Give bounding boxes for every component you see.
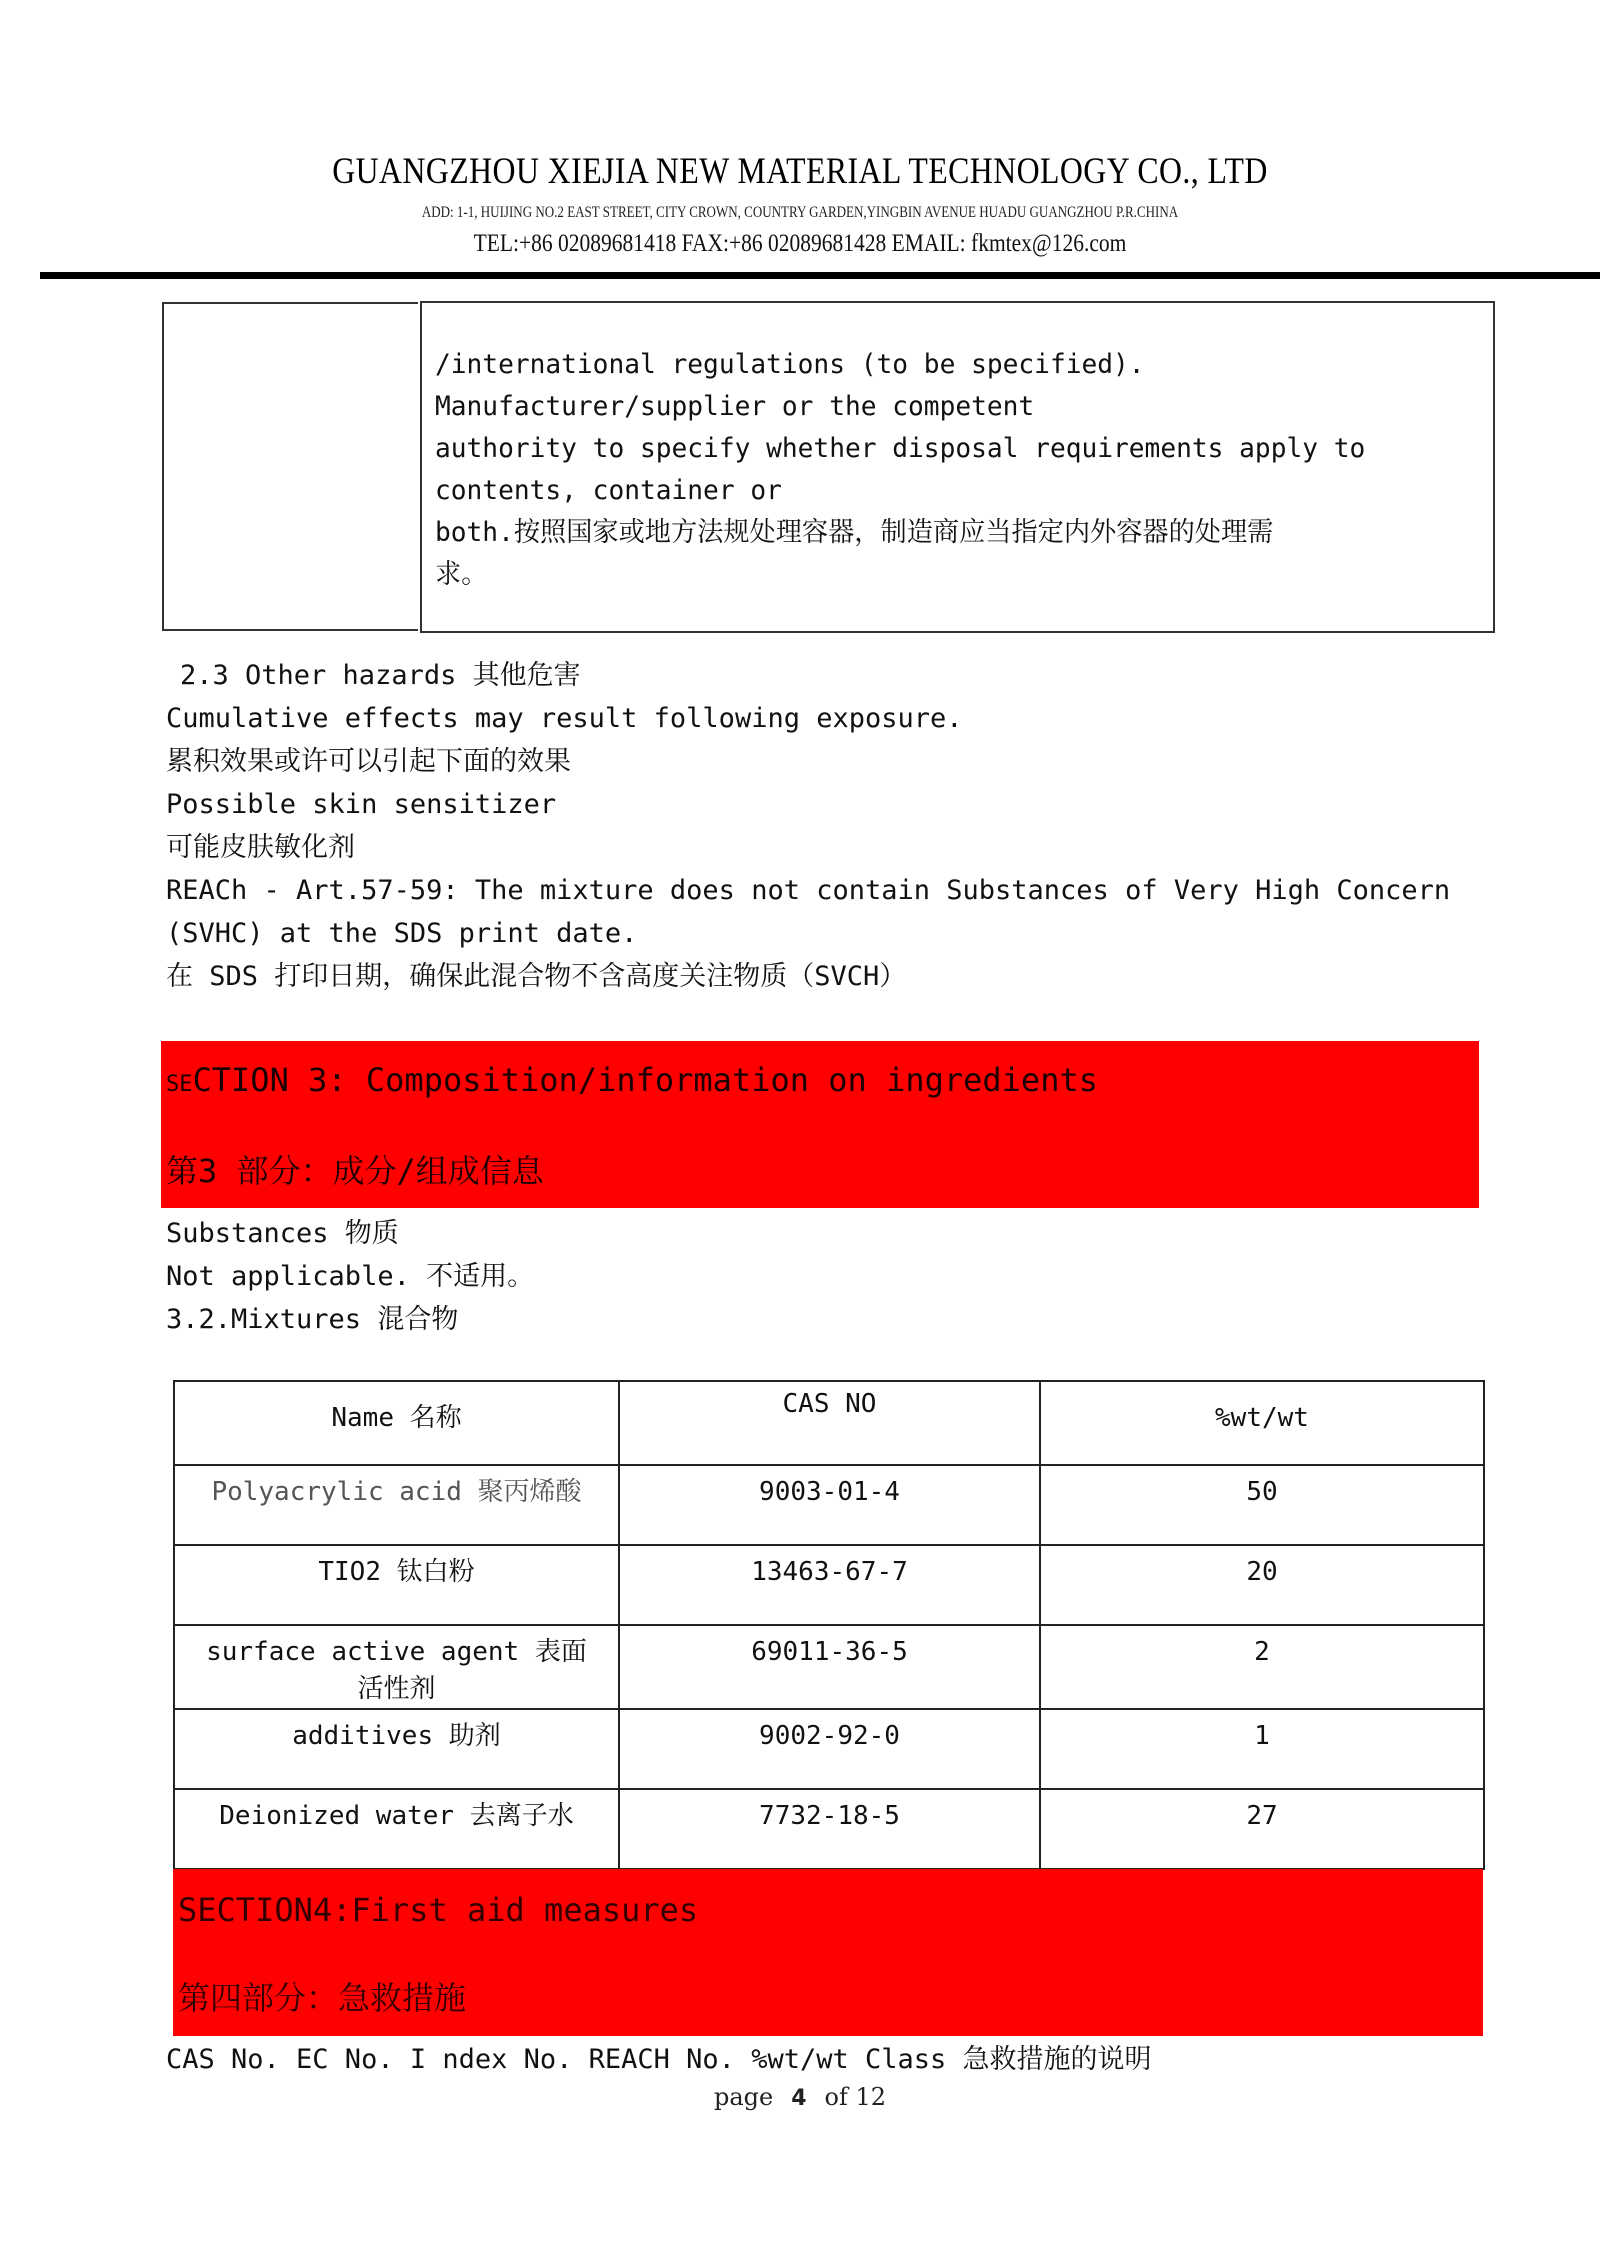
cell-wt: 1 [1040, 1709, 1484, 1789]
table-row [174, 1625, 1484, 1709]
table-row [174, 1545, 1484, 1625]
cell-wt: 27 [1040, 1789, 1484, 1869]
cell-name: additives 助剂 [174, 1709, 619, 1789]
disposal-text [435, 344, 1454, 596]
disposal-box-label-cell [162, 302, 418, 631]
section3-title-en [166, 1061, 1098, 1099]
cell-name: Deionized water 去离子水 [174, 1789, 619, 1869]
cell-name: surface active agent 表面活性剂 [174, 1625, 619, 1709]
cell-wt: 20 [1040, 1545, 1484, 1625]
section4-heading-band [173, 1869, 1483, 2036]
table-header-row [174, 1381, 1484, 1465]
table-row [174, 1789, 1484, 1869]
header-rule [40, 272, 1600, 279]
page-footer [0, 2083, 1600, 2111]
section3-heading-band [161, 1041, 1479, 1208]
other-hazards-heading: 2.3 Other hazards 其他危害 [180, 660, 581, 691]
cell-cas: 13463-67-7 [619, 1545, 1040, 1625]
hazard-line: 在 SDS 打印日期，确保此混合物不含高度关注物质（SVCH） [166, 961, 907, 992]
company-name: GUANGZHOU XIEJIA NEW MATERIAL TECHNOLOGY CO., LTD [332, 151, 1268, 192]
page-word: page [713, 2083, 774, 2111]
section4-title-cn: 第四部分：急救措施 [178, 1979, 467, 2017]
hazard-line: Possible skin sensitizer [166, 789, 557, 820]
header-wt: %wt/wt [1040, 1381, 1484, 1465]
company-contact: TEL:+86 02089681418 FAX:+86 02089681428 EMAIL: fkmtex@126.com [473, 230, 1127, 257]
cell-name: TIO2 钛白粉 [174, 1545, 619, 1625]
page-number: 4 [791, 2086, 807, 2111]
disposal-line: 求。 [435, 559, 488, 590]
cell-cas: 69011-36-5 [619, 1625, 1040, 1709]
section3-title-rest: CTION 3: Composition/information on ingredients [192, 1061, 1098, 1099]
cell-name: Polyacrylic acid 聚丙烯酸 [174, 1465, 619, 1545]
section4-title-en: SECTION4:First aid measures [178, 1891, 699, 1929]
total-pages: 12 [855, 2083, 887, 2111]
substances-label: Substances 物质 [166, 1218, 399, 1249]
disposal-line: /international regulations (to be specified). [435, 349, 1145, 380]
disposal-line: authority to specify whether disposal requirements apply to [435, 433, 1366, 464]
disposal-line: contents, container or [435, 475, 782, 506]
hazard-line: 累积效果或许可以引起下面的效果 [166, 746, 571, 777]
hazard-line: (SVHC) at the SDS print date. [166, 918, 638, 949]
section3-title-prefix: SE [166, 1072, 193, 1097]
header-name: Name 名称 [174, 1381, 619, 1465]
hazard-line: REACh - Art.57-59: The mixture does not contain Substances of Very High Concern [166, 875, 1451, 906]
disposal-line: Manufacturer/supplier or the competent [435, 391, 1035, 422]
company-address: ADD: 1-1, HUIJING NO.2 EAST STREET, CITY CROWN, COUNTRY GARDEN,YINGBIN AVENUE HUADU GUANGZHOU P.R.CHINA [421, 204, 1179, 221]
cell-cas: 9002-92-0 [619, 1709, 1040, 1789]
disposal-line: both.按照国家或地方法规处理容器，制造商应当指定内外容器的处理需 [435, 517, 1274, 548]
header-cas: CAS NO [619, 1381, 1040, 1465]
mixture-table [173, 1380, 1485, 1870]
hazard-line: Cumulative effects may result following exposure. [166, 703, 963, 734]
table-row [174, 1465, 1484, 1545]
of-word: of [824, 2083, 848, 2111]
mixtures-label: 3.2.Mixtures 混合物 [166, 1304, 459, 1335]
cell-wt: 50 [1040, 1465, 1484, 1545]
section3-title-cn: 第3 部分：成分/组成信息 [166, 1152, 544, 1190]
cell-wt: 2 [1040, 1625, 1484, 1709]
first-aid-columns-line: CAS No. EC No. I ndex No. REACH No. %wt/wt Class 急救措施的说明 [166, 2044, 1152, 2075]
cell-cas: 9003-01-4 [619, 1465, 1040, 1545]
hazard-line: 可能皮肤敏化剂 [166, 832, 355, 863]
substances-value: Not applicable. 不适用。 [166, 1261, 535, 1292]
cell-cas: 7732-18-5 [619, 1789, 1040, 1869]
table-row [174, 1709, 1484, 1789]
